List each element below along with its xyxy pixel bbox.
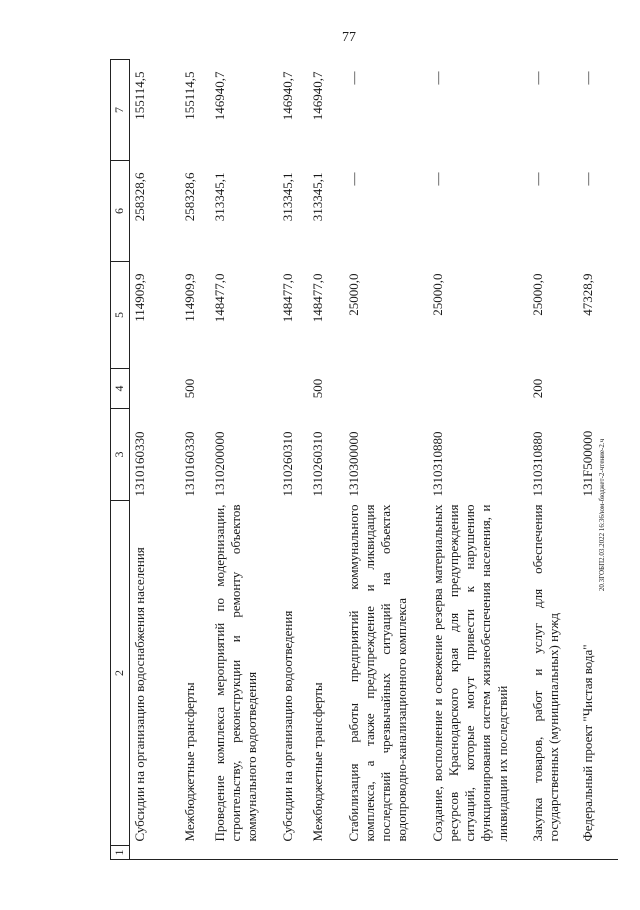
table-row — [130, 60, 180, 860]
row-value-7: — — [579, 71, 595, 85]
row-value-6: 258328,6 — [181, 172, 197, 222]
row-name: Межбюджетные трансферты — [181, 682, 197, 842]
table-row — [180, 60, 210, 860]
row-type — [130, 369, 180, 409]
table-row — [528, 60, 578, 860]
row-name: Межбюджетные трансферты — [309, 682, 325, 842]
row-value-5: 148477,0 — [309, 273, 325, 323]
row-value-5: 114909,9 — [132, 273, 147, 322]
row-number-cell — [180, 846, 210, 860]
row-value-5: 114909,9 — [181, 273, 197, 322]
header-col-7: 7 — [111, 60, 130, 161]
row-name: Закупка товаров, работ и услуг для обеспечения государственных (муниципальных) нужд — [529, 504, 561, 842]
row-type — [344, 369, 428, 409]
row-value-6: 313345,1 — [211, 172, 227, 222]
row-value-6: 258328,6 — [132, 172, 147, 222]
row-value-5: 47328,9 — [579, 273, 595, 316]
row-value-7: 155114,5 — [132, 71, 147, 120]
row-type: 200 — [529, 378, 545, 399]
row-name: Создание, восполнение и освежение резерва материальных ресурсов Краснодарского края для предупреждения ситуаций, которые могут привести к нарушению функционирования систем жизнеобеспечения населения, и ликвидации их последствий — [429, 504, 510, 842]
header-col-5: 5 — [111, 262, 130, 369]
row-value-7: 146940,7 — [211, 71, 227, 121]
row-value-7: — — [345, 71, 361, 85]
row-name: Стабилизация работы предприятий коммунального комплекса, а также предупреждение и ликвидация последствий чрезвычайных ситуаций на объектах водопроводно-канализационного комплекса — [345, 504, 410, 842]
row-type — [210, 369, 278, 409]
row-value-5: 148477,0 — [211, 273, 227, 323]
table-row — [344, 60, 428, 860]
header-col-1: 1 — [111, 846, 130, 860]
row-type — [578, 369, 618, 409]
row-number-cell — [528, 846, 578, 860]
row-value-7: 146940,7 — [309, 71, 325, 121]
row-number-cell — [130, 846, 180, 860]
row-type — [278, 369, 308, 409]
table-row — [428, 60, 528, 860]
row-code: 1310260310 — [309, 431, 325, 497]
row-value-6: — — [429, 172, 445, 186]
footer-code: 20.3ГОБП2.03.2022 16:36/юм-бюджет-2-чтение-2.ч — [598, 438, 606, 592]
header-col-2: 2 — [111, 501, 130, 846]
header-col-3: 3 — [111, 409, 130, 501]
row-code: 1310200000 — [211, 431, 227, 497]
row-code: 1310160330 — [181, 431, 197, 497]
table-header — [111, 60, 130, 860]
header-col-4: 4 — [111, 369, 130, 409]
row-code: 1310160330 — [132, 431, 147, 497]
row-name: Субсидии на организацию водоснабжения населения — [132, 547, 147, 842]
row-value-6: — — [345, 172, 361, 186]
row-value-5: 25000,0 — [429, 273, 445, 316]
row-number-cell — [308, 846, 344, 860]
row-value-6: 313345,1 — [309, 172, 325, 222]
row-value-6: — — [579, 172, 595, 186]
row-type — [428, 369, 528, 409]
row-value-7: — — [529, 71, 545, 85]
row-value-6: 313345,1 — [279, 172, 295, 222]
table-body — [130, 60, 618, 860]
row-code: 1310300000 — [345, 431, 361, 497]
table-row — [578, 60, 618, 860]
page-number: 77 — [342, 30, 356, 45]
row-value-7: 146940,7 — [279, 71, 295, 121]
row-value-7: — — [429, 71, 445, 85]
row-type: 500 — [309, 378, 325, 399]
row-code: 1310260310 — [279, 431, 295, 497]
row-number-cell — [428, 846, 528, 860]
row-code: 131F500000 — [579, 430, 595, 497]
row-number-cell — [344, 846, 428, 860]
row-name: Федеральный проект "Чистая вода" — [579, 644, 595, 842]
row-type: 500 — [181, 378, 197, 399]
row-name: Субсидии на организацию водоотведения — [279, 610, 295, 842]
row-number-cell — [578, 846, 618, 860]
row-number-cell — [278, 846, 308, 860]
rotated-table — [110, 60, 632, 860]
row-value-5: 25000,0 — [345, 273, 361, 316]
row-number-cell — [210, 846, 278, 860]
row-value-5: 148477,0 — [279, 273, 295, 323]
row-code: 1310310880 — [529, 431, 545, 497]
table-row — [308, 60, 344, 860]
row-value-6: — — [529, 172, 545, 186]
rotated-table-container — [110, 60, 640, 856]
row-code: 1310310880 — [429, 431, 445, 497]
budget-table — [110, 59, 618, 860]
row-value-5: 25000,0 — [529, 273, 545, 316]
row-value-7: 155114,5 — [181, 71, 197, 120]
table-row — [278, 60, 308, 860]
table-row — [210, 60, 278, 860]
header-col-6: 6 — [111, 161, 130, 262]
row-name: Проведение комплекса мероприятий по модернизации, строительству, реконструкции и ремонту объектов коммунального водоотведения — [211, 504, 259, 842]
